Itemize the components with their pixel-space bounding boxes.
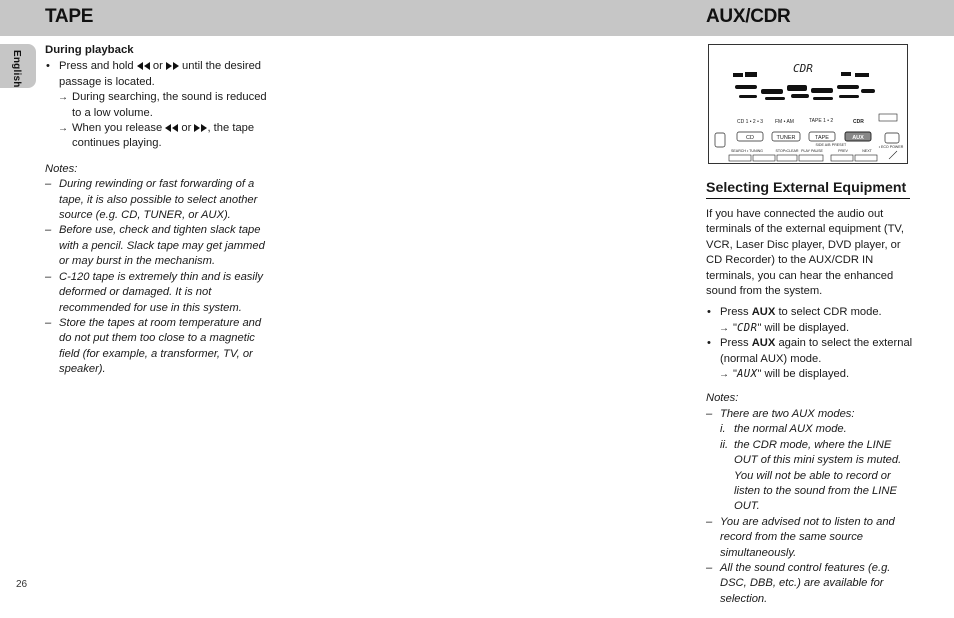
language-label: English <box>11 50 22 88</box>
ctrl-label-search: SEARCH • TUNING <box>731 149 763 153</box>
notes-label: Notes: <box>45 162 78 175</box>
language-tab <box>0 44 36 88</box>
search-forward-button[interactable] <box>753 155 775 161</box>
list-item: → When you release or , the tape continues playing. <box>58 122 255 150</box>
note-item: – You are advised not to listen to and record from the same source simultaneously. <box>706 515 895 559</box>
bullet-dot: • <box>46 60 50 73</box>
arrow-right-icon: → <box>719 322 729 334</box>
search-back-button[interactable] <box>729 155 751 161</box>
lcd-display <box>729 55 889 110</box>
note-item: – During rewinding or fast forwarding of a tape, it is also possible to select another source (e.g. CD, TUNER, or AUX). <box>45 178 258 222</box>
source-label-cdr: CDR <box>853 119 864 125</box>
preset-label: PRESET <box>831 143 847 147</box>
rewind-icon <box>137 62 150 70</box>
prev-button[interactable] <box>831 155 853 161</box>
standby-button[interactable] <box>715 133 725 147</box>
device-diagram <box>709 45 907 163</box>
intro-paragraph: If you have connected the audio out terminals of the external equipment (TV, VCR, Laser Disc player, DVD player, or CD Recorder) to the AUX/CDR IN terminals, you can hear the enhanced sound from the system. <box>706 208 904 298</box>
page-number: 26 <box>16 579 28 590</box>
list-item: → "CDR" will be displayed. <box>706 321 916 336</box>
page-title-aux-cdr: AUX/CDR <box>706 6 791 27</box>
list-item: • Press AUX again to select the external (normal AUX) mode. <box>707 337 913 365</box>
note-item: – C-120 tape is extremely thin and is easily deformed or damaged. It is not recommended for use in this system. <box>45 270 263 314</box>
lcd-display-text: CDR <box>793 62 813 75</box>
rewind-icon <box>165 124 178 132</box>
ctrl-label-next: NEXT <box>862 149 872 153</box>
note-item: – There are two AUX modes: <box>706 407 855 420</box>
note-item: – All the sound control features (e.g. DSC, DBB, etc.) are available for selection. <box>706 561 891 605</box>
during-playback-heading: During playback <box>45 44 134 56</box>
header-bar <box>0 0 954 36</box>
lcd-aux-text: AUX <box>736 368 758 381</box>
stop-clear-button[interactable] <box>777 155 797 161</box>
lcd-cdr-text: CDR <box>736 321 758 334</box>
ctrl-label-stop: STOP•CLEAR <box>775 149 799 153</box>
volume-knob-edge <box>889 151 897 159</box>
device-front-panel-illustration <box>708 44 908 164</box>
fast-forward-icon <box>194 124 207 132</box>
list-item: → "AUX" will be displayed. <box>706 367 916 382</box>
arrow-right-icon: → <box>58 123 68 135</box>
aux-key-label: AUX <box>751 337 776 350</box>
arrow-right-icon: → <box>719 369 729 381</box>
list-item: • Press AUX to select CDR mode. <box>707 306 882 319</box>
aux-cdr-section <box>706 180 916 607</box>
fast-forward-icon <box>166 62 179 70</box>
notes-label: Notes: <box>706 392 739 405</box>
list-item: • Press and hold or until the desired passage is located. <box>46 60 262 88</box>
source-label-cd: CD 1 • 2 • 3 <box>737 119 764 125</box>
aux-key-label: AUX <box>751 306 776 319</box>
aux-button-label: AUX <box>852 135 864 141</box>
tuner-button-label: TUNER <box>776 135 796 141</box>
play-pause-button[interactable] <box>799 155 823 161</box>
arrow-right-icon: → <box>58 92 68 104</box>
note-item: – Store the tapes at room temperature and do not put them too close to a magnetic field (for example, a transformer, TV, or speaker). <box>45 316 262 376</box>
tape-button-label: TAPE <box>815 135 829 141</box>
next-button[interactable] <box>855 155 877 161</box>
side-label: SIDE A/B <box>815 143 831 147</box>
dsc-badge <box>879 114 897 121</box>
power-label: • ECO POWER <box>878 145 904 149</box>
ctrl-label-play: PLAY PAUSE <box>801 149 823 153</box>
selecting-external-equipment-heading: Selecting External Equipment <box>706 180 910 199</box>
note-sub-item: i. the normal AUX mode. <box>720 423 847 436</box>
cd-button-label: CD <box>746 135 754 141</box>
note-sub-item: ii. the CDR mode, where the LINE OUT of this mini system is muted. You will not be able to record or listen to the sound from the LINE OUT. <box>720 438 902 513</box>
power-button[interactable] <box>885 133 899 143</box>
source-label-tape: TAPE 1 • 2 <box>809 118 834 124</box>
ctrl-label-prev: PREV <box>838 149 848 153</box>
page-title-tape: TAPE <box>45 6 94 27</box>
note-item: – Before use, check and tighten slack tape with a pencil. Slack tape may get jammed or may burst in the mechanism. <box>45 224 265 268</box>
list-item: → During searching, the sound is reduced to a low volume. <box>58 91 267 119</box>
tape-section <box>45 43 275 378</box>
source-label-tuner: FM • AM <box>775 119 794 125</box>
